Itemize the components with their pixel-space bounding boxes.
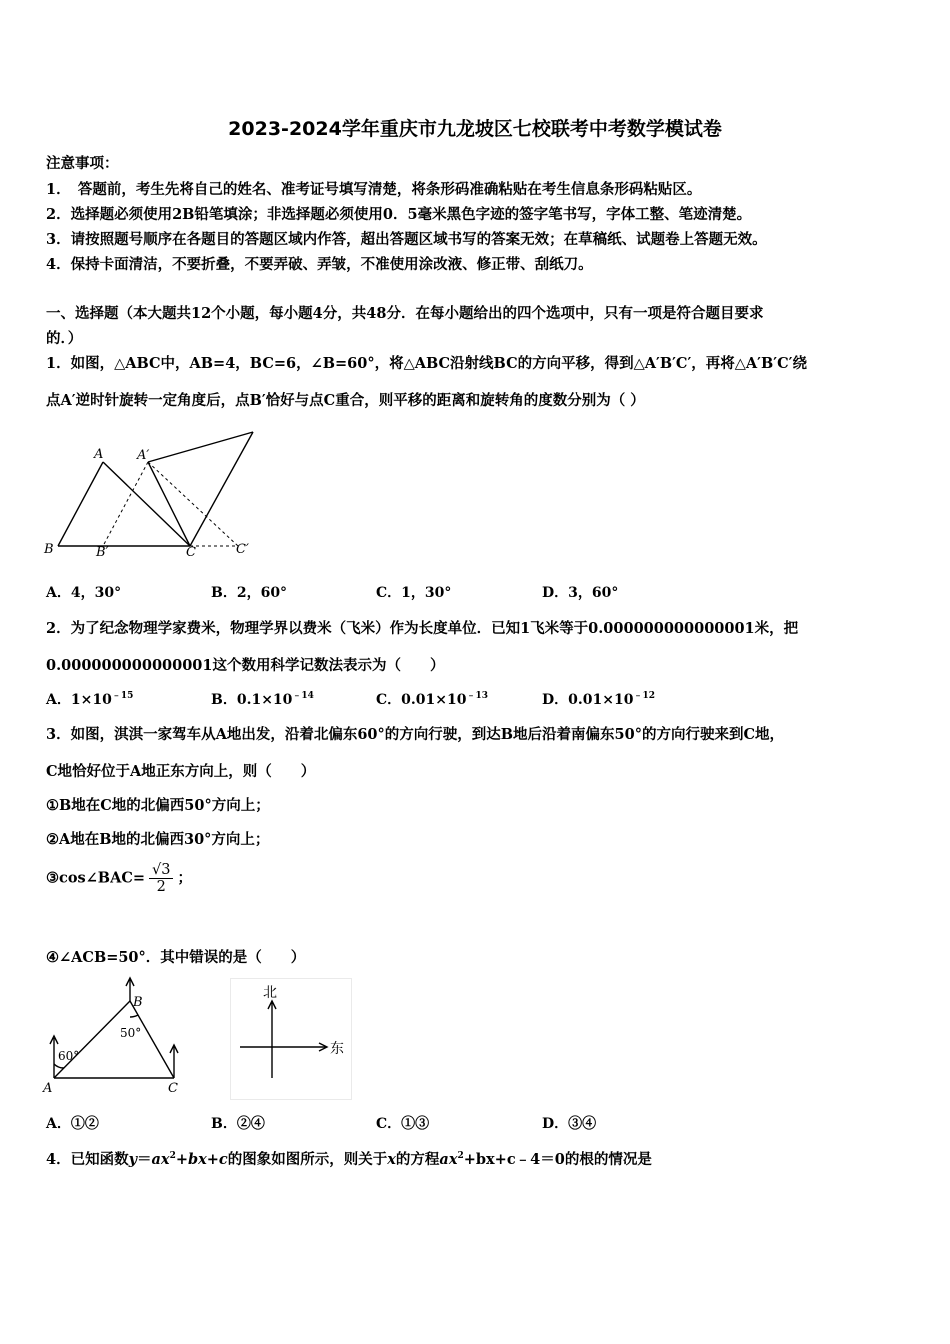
route-ab — [54, 1001, 130, 1078]
section-heading: 一、选择题（本大题共12个小题，每小题4分，共48分．在每小题给出的四个选项中，只有一项是符合题目要求 — [46, 305, 764, 322]
page-title: 2023-2024学年重庆市九龙坡区七校联考中考数学模试卷 — [228, 118, 722, 140]
q2-option-d-exp: ﹣12 — [633, 691, 655, 701]
q4-eq: ＝ — [137, 1151, 152, 1168]
q3-statement-1: ①B地在C地的北偏西50°方向上； — [46, 797, 270, 814]
q4-middle2: 的方程 — [395, 1151, 440, 1168]
label-a: A — [94, 447, 104, 462]
dashed-a2c2 — [148, 462, 238, 546]
dashed-a2b2 — [103, 462, 148, 546]
q1-option-c[interactable]: C．1，30° — [376, 585, 452, 601]
q1-text-line1: 1．如图，△ABC中，AB=4，BC=6，∠B=60°，将△ABC沿射线BC的方向平移，得到△A′B′C′，再将△A′B′C′绕 — [46, 355, 807, 372]
line-ab — [58, 462, 103, 546]
fraction-denominator: 2 — [156, 879, 166, 895]
q4-tail: +bx+c﹣4＝0的根的情况是 — [463, 1151, 652, 1168]
q3-option-c[interactable]: C．①③ — [376, 1116, 430, 1132]
q3-text-line1: 3．如图，淇淇一家驾车从A地出发，沿着北偏东60°的方向行驶，到达B地后沿着南偏东50°的方向行驶来到C地， — [46, 726, 784, 743]
q2-option-b-base: B．0.1×10 — [211, 692, 293, 708]
label-c-prime: C′ — [236, 542, 249, 557]
q4-var-x: x — [387, 1151, 396, 1168]
label-a-prime: A′ — [137, 448, 150, 463]
line-ac — [103, 462, 190, 546]
fraction-sqrt3-over-2 — [149, 862, 173, 895]
q3-option-b[interactable]: B．②④ — [211, 1116, 265, 1132]
label-c: C — [186, 545, 196, 560]
q2-option-d[interactable] — [542, 688, 655, 709]
line-rotated-side — [190, 432, 253, 546]
q3-option-a[interactable]: A．①② — [46, 1116, 99, 1132]
compass-east-label: 东 — [330, 1041, 344, 1057]
angle-arc-a — [54, 1064, 64, 1068]
q2-option-c-base: C．0.01×10 — [376, 692, 467, 708]
q2-option-d-base: D．0.01×10 — [542, 692, 634, 708]
q1-figure — [40, 425, 270, 565]
label-b: B — [44, 542, 54, 557]
q1-option-a[interactable]: A．4，30° — [46, 585, 122, 601]
q4-ax2: ax — [439, 1151, 458, 1168]
compass-north-label: 北 — [263, 985, 277, 1001]
angle-arc-b — [130, 1015, 138, 1017]
compass-frame — [231, 979, 352, 1100]
section-heading-cont: 的．） — [46, 330, 83, 347]
angle-label-50: 50° — [120, 1026, 142, 1040]
notice-item: 3．请按照题号顺序在各题目的答题区域内作答，超出答题区域书写的答案无效；在草稿纸、试题卷上答题无效。 — [46, 231, 767, 248]
notice-item: 2．选择题必须使用2B铅笔填涂；非选择题必须使用0．5毫米黑色字迹的签字笔书写，字体工整、笔迹清楚。 — [46, 206, 752, 223]
q1-option-b[interactable]: B．2，60° — [211, 585, 288, 601]
notice-heading: 注意事项： — [46, 155, 119, 172]
q3-statement-4: ④∠ACB=50°．其中错误的是（ ） — [46, 949, 306, 966]
q3-s3-prefix: ③cos∠BAC= — [46, 869, 146, 887]
q2-text-line1: 2．为了纪念物理学家费米，物理学界以费米（飞米）作为长度单位．已知1飞米等于0.000000000000001米，把 — [46, 620, 799, 637]
q2-text-line2: 0.000000000000001这个数用科学记数法表示为（ ） — [46, 657, 445, 674]
q3-route-figure — [40, 976, 200, 1098]
notice-item: 4．保持卡面清洁，不要折叠，不要弄破、弄皱，不准使用涂改液、修正带、刮纸刀。 — [46, 256, 593, 273]
q2-option-a[interactable] — [46, 688, 133, 709]
q3-text-line2: C地恰好位于A地正东方向上，则（ ） — [46, 763, 316, 780]
q2-option-c-exp: ﹣13 — [466, 691, 488, 701]
q2-option-a-exp: ﹣15 — [111, 691, 134, 701]
q2-option-b[interactable] — [211, 688, 314, 709]
q4-middle: 的图象如图所示，则关于 — [227, 1151, 388, 1168]
label-c: C — [168, 1081, 178, 1096]
q3-compass-figure — [230, 978, 352, 1100]
q3-statement-2: ②A地在B地的北偏西30°方向上； — [46, 831, 270, 848]
angle-label-60: 60° — [58, 1049, 80, 1063]
notice-item: 1． 答题前，考生先将自己的姓名、准考证号填写清楚，将条形码准确粘贴在考生信息条形码粘贴区。 — [46, 181, 702, 198]
q4-text — [46, 1148, 652, 1169]
q1-option-d[interactable]: D．3，60° — [542, 585, 619, 601]
q4-sq: 2 — [169, 1151, 176, 1161]
q4-bxc: +bx+c — [175, 1151, 228, 1168]
q2-option-b-exp: ﹣14 — [292, 691, 314, 701]
q4-prefix: 4．已知函数 — [46, 1151, 129, 1168]
q3-statement-3 — [46, 862, 192, 895]
label-a: A — [43, 1081, 53, 1096]
q4-var-y: y — [128, 1151, 138, 1168]
fraction-numerator: √3 — [149, 862, 173, 879]
q2-option-c[interactable] — [376, 688, 488, 709]
line-rotated-top — [148, 432, 253, 462]
q2-option-a-base: A．1×10 — [46, 692, 112, 708]
q1-text-line2: 点A′逆时针旋转一定角度后，点B′恰好与点C重合，则平移的距离和旋转角的度数分别为（ ） — [46, 392, 645, 409]
label-b: B — [133, 995, 143, 1010]
label-b-prime: B′ — [96, 545, 109, 560]
q4-sq2: 2 — [457, 1151, 464, 1161]
line-a2c — [148, 462, 190, 546]
q3-s3-suffix: ； — [177, 869, 192, 887]
q4-ax: ax — [151, 1151, 170, 1168]
q3-option-d[interactable]: D．③④ — [542, 1116, 597, 1132]
